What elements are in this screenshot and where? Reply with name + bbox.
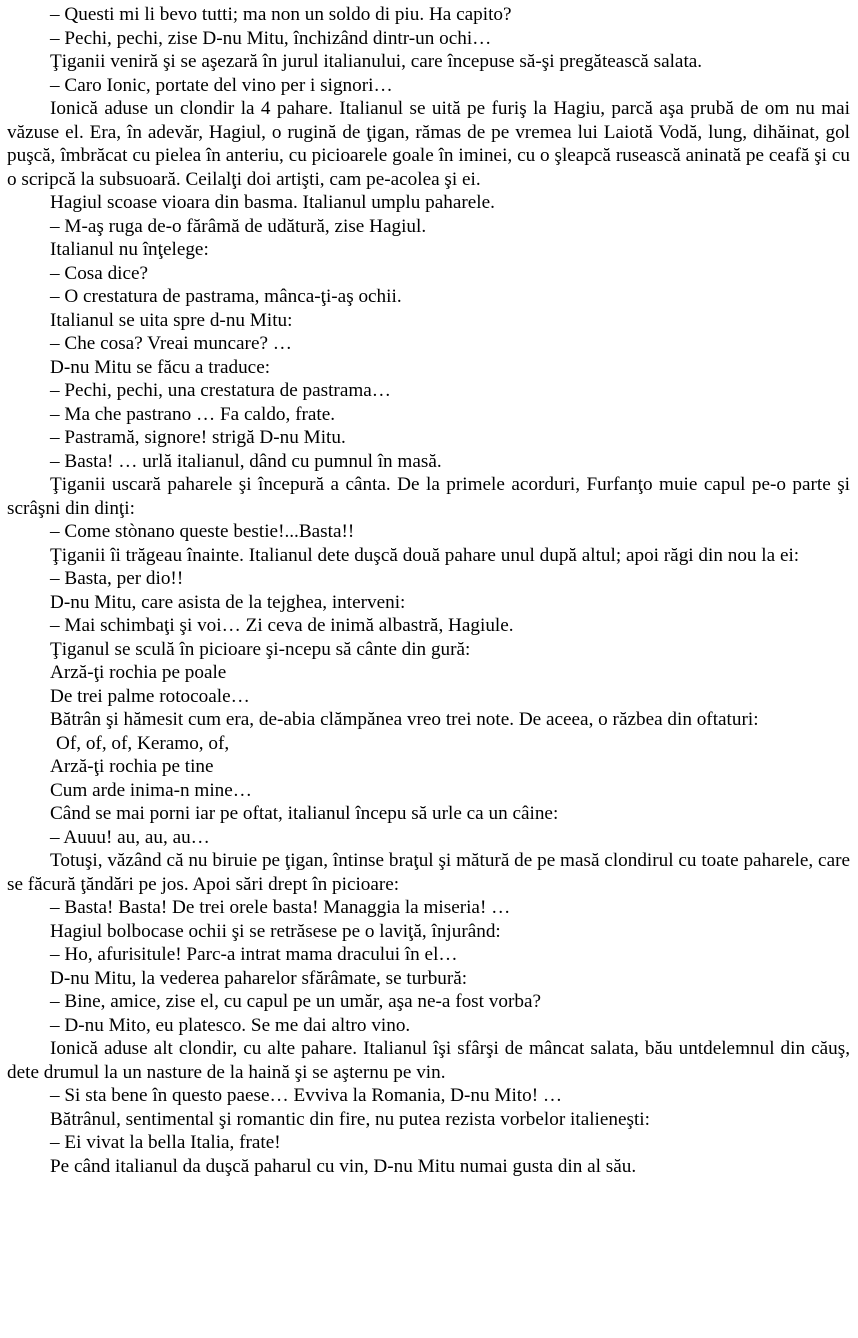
paragraph: – Basta! … urlă italianul, dând cu pumnul în masă. xyxy=(50,450,442,472)
paragraph: Arză-ţi rochia pe poale xyxy=(50,662,227,683)
paragraph: – Pastramă, signore! strigă D-nu Mitu. xyxy=(50,427,346,448)
paragraph: – Basta! Basta! De trei orele basta! Managgia la miseria! … xyxy=(50,897,511,918)
paragraph: D-nu Mitu, la vederea paharelor sfărâmate, se turbură: xyxy=(50,967,468,989)
paragraph: Cum arde inima-n mine… xyxy=(50,779,252,801)
paragraph: Italianul nu înţelege: xyxy=(50,239,209,260)
paragraph: Ionică aduse un clondir la 4 pahare. Italianul se uită pe furiş la Hagiu, parcă aşa prubă de om nu mai văzuse el. Era, în adevăr, Hagiul, o rugină de ţigan, rămas de pe vremea lui Laiotă Vodă, lung, dihăinat, gol puşcă, îmbrăcat cu pielea în anteriu, cu picioarele goale în iminei, cu o şleapcă rusească aninată pe ceafă şi cu o scripcă la subsuoară. Ceilalţi doi artişti, cam pe-acolea şi ei. xyxy=(7,98,850,190)
paragraph: – D-nu Mito, eu platesco. Se me dai altro vino. xyxy=(50,1014,411,1036)
paragraph: Arză-ţi rochia pe tine xyxy=(50,756,214,777)
paragraph: – M-aş ruga de-o fărâmă de udătură, zise Hagiul. xyxy=(50,215,427,237)
paragraph: Hagiul scoase vioara din basma. Italianul umplu paharele. xyxy=(50,192,495,213)
paragraph: Bătrân şi hămesit cum era, de-abia clămpănea vreo trei note. De aceea, o răzbea din oftaturi: xyxy=(50,709,759,730)
paragraph: Când se mai porni iar pe oftat, italianul începu să urle ca un câine: xyxy=(50,803,559,824)
paragraph: – Questi mi li bevo tutti; ma non un soldo di piu. Ha capito? xyxy=(50,4,512,25)
paragraph: – Caro Ionic, portate del vino per i signori… xyxy=(50,74,393,96)
paragraph: Italianul se uita spre d-nu Mitu: xyxy=(50,309,293,331)
paragraph: Hagiul bolbocase ochii şi se retrăsese pe o laviţă, înjurând: xyxy=(50,920,501,942)
paragraph: – Pechi, pechi, zise D-nu Mitu, închizând dintr-un ochi… xyxy=(50,27,492,49)
paragraph: – Cosa dice? xyxy=(50,262,149,284)
paragraph: Totuşi, văzând că nu biruie pe ţigan, întinse braţul şi mătură de pe masă clondirul cu toate paharele, care se făcură ţăndări pe jos. Apoi sări drept în picioare: xyxy=(7,850,850,895)
paragraph: D-nu Mitu se făcu a traduce: xyxy=(50,356,271,378)
paragraph: – Pechi, pechi, una crestatura de pastrama… xyxy=(50,380,391,401)
paragraph: Ţiganii uscară paharele şi începură a cânta. De la primele acorduri, Furfanţo muie capul pe-o parte şi scrâşni din dinţi: xyxy=(7,474,850,519)
paragraph: – Ei vivat la bella Italia, frate! xyxy=(50,1132,281,1153)
paragraph: De trei palme rotocoale… xyxy=(50,685,250,707)
paragraph: – Che cosa? Vreai muncare? … xyxy=(50,333,292,354)
paragraph: – Mai schimbaţi şi voi… Zi ceva de inimă albastră, Hagiule. xyxy=(50,615,514,636)
paragraph: – Basta, per dio!! xyxy=(50,568,184,589)
paragraph: D-nu Mitu, care asista de la tejghea, interveni: xyxy=(50,591,406,613)
paragraph: – Auuu! au, au, au… xyxy=(50,826,210,848)
paragraph: – Ma che pastrano … Fa caldo, frate. xyxy=(50,403,336,425)
paragraph: Of, of, of, Keramo, of, xyxy=(56,732,230,754)
paragraph: – Ho, afurisitule! Parc-a intrat mama dracului în el… xyxy=(50,944,458,965)
paragraph: Ţiganii îi trăgeau înainte. Italianul dete duşcă două pahare unul după altul; apoi răgi din nou la ei: xyxy=(50,544,800,566)
paragraph: Ionică aduse alt clondir, cu alte pahare. Italianul îşi sfârşi de mâncat salata, bău untdelemnul din căuş, dete drumul la un nasture de la haină şi se aşternu pe vin. xyxy=(7,1038,850,1083)
paragraph: Bătrânul, sentimental şi romantic din fire, nu putea rezista vorbelor italieneşti: xyxy=(50,1108,650,1130)
paragraph: – Si sta bene în questo paese… Evviva la Romania, D-nu Mito! … xyxy=(50,1085,563,1106)
paragraph: Ţiganii veniră şi se aşezară în jurul italianului, care începuse să-şi pregătească salata. xyxy=(50,51,703,72)
paragraph: – Come stònano queste bestie!...Basta!! xyxy=(50,521,355,542)
paragraph: – O crestatura de pastrama, mânca-ţi-aş ochii. xyxy=(50,286,402,307)
paragraph: – Bine, amice, zise el, cu capul pe un umăr, aşa ne-a fost vorba? xyxy=(50,991,541,1012)
paragraph: Ţiganul se sculă în picioare şi-ncepu să cânte din gură: xyxy=(50,638,471,660)
paragraph: Pe când italianul da duşcă paharul cu vin, D-nu Mitu numai gusta din al său. xyxy=(50,1155,637,1177)
